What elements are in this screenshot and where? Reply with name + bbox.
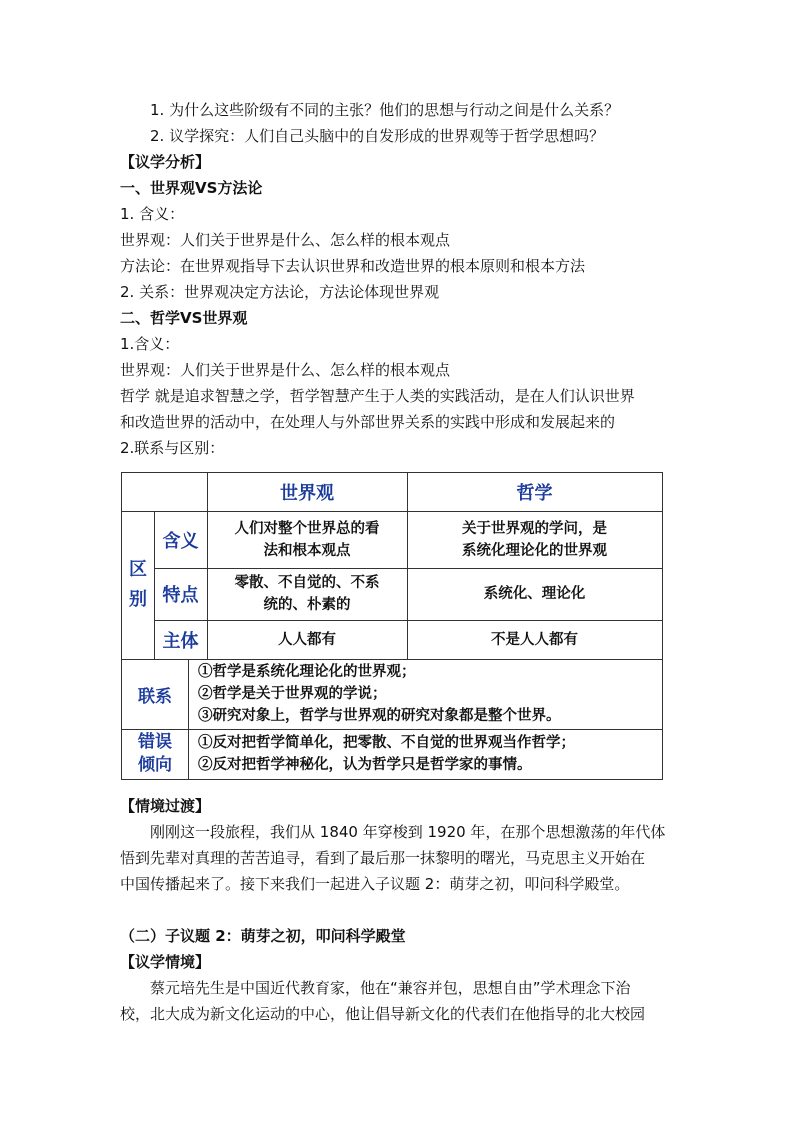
scene-heading: 【议学情境】 bbox=[120, 953, 211, 971]
row-label-features: 特点 bbox=[162, 585, 199, 606]
transition-line-3: 中国传播起来了。接下来我们一起进入子议题 2：萌芽之初，叩问科学殿堂。 bbox=[120, 875, 630, 893]
row-label-meaning: 含义 bbox=[162, 530, 199, 552]
part1-heading: 一、世界观VS方法论 bbox=[120, 179, 263, 197]
question-2: 2. 议学探究：人们自己头脑中的自发形成的世界观等于哲学思想吗？ bbox=[150, 127, 605, 145]
cell-subject-worldview: 人人都有 bbox=[278, 630, 336, 648]
error-tendency-label: 错误 倾向 bbox=[138, 732, 172, 775]
table-header-worldview: 世界观 bbox=[280, 483, 334, 504]
connection-items: ①哲学是系统化理论化的世界观； ②哲学是关于世界观的学说； ③研究对象上，哲学与世界观的研究对象都是整个世界。 bbox=[198, 663, 561, 724]
part1-worldview-definition: 世界观：人们关于世界是什么、怎么样的根本观点 bbox=[120, 231, 451, 249]
difference-label: 区 别 bbox=[129, 559, 147, 610]
cell-meaning-worldview: 人们对整个世界总的看 法和根本观点 bbox=[234, 519, 380, 559]
transition-heading: 【情境过渡】 bbox=[120, 797, 211, 815]
part2-worldview-definition: 世界观：人们关于世界是什么、怎么样的根本观点 bbox=[120, 361, 451, 379]
scene-line-1: 蔡元培先生是中国近代教育家，他在“兼容并包，思想自由”学术理念下治 bbox=[150, 979, 631, 997]
part1-meaning-label: 1. 含义： bbox=[120, 205, 185, 223]
part2-diff-label: 2.联系与区别： bbox=[120, 439, 225, 457]
part1-relation: 2. 关系：世界观决定方法论，方法论体现世界观 bbox=[120, 283, 440, 301]
comparison-table bbox=[121, 472, 663, 780]
subtopic2-heading: （二）子议题 2：萌芽之初，叩问科学殿堂 bbox=[120, 927, 406, 945]
row-label-subject: 主体 bbox=[162, 630, 199, 652]
transition-line-2: 悟到先辈对真理的苦苦追寻，看到了最后那一抹黎明的曙光，马克思主义开始在 bbox=[120, 849, 646, 867]
cell-subject-philosophy: 不是人人都有 bbox=[491, 630, 578, 648]
error-tendency-items: ①反对把哲学简单化，把零散、不自觉的世界观当作哲学； ②反对把哲学神秘化，认为哲学只是哲学家的事情。 bbox=[198, 734, 575, 773]
connection-label: 联系 bbox=[138, 686, 172, 707]
part1-methodology-definition: 方法论：在世界观指导下去认识世界和改造世界的根本原则和根本方法 bbox=[120, 257, 586, 275]
section-analysis-heading: 【议学分析】 bbox=[120, 153, 211, 171]
cell-features-worldview: 零散、不自觉的、不系 统的、朴素的 bbox=[234, 574, 380, 613]
cell-meaning-philosophy: 关于世界观的学问，是 系统化理论化的世界观 bbox=[462, 519, 607, 559]
question-1: 1. 为什么这些阶级有不同的主张？他们的思想与行动之间是什么关系？ bbox=[150, 101, 620, 119]
table-header-philosophy: 哲学 bbox=[516, 483, 553, 504]
part2-philosophy-definition-line1: 哲学 就是追求智慧之学，哲学智慧产生于人类的实践活动，是在人们认识世界 bbox=[120, 387, 635, 405]
part2-meaning-label: 1.含义： bbox=[120, 335, 180, 353]
scene-line-2: 校，北大成为新文化运动的中心，他让倡导新文化的代表们在他指导的北大校园 bbox=[120, 1005, 646, 1023]
cell-features-philosophy: 系统化、理论化 bbox=[483, 585, 586, 602]
part2-philosophy-definition-line2: 和改造世界的活动中，在处理人与外部世界关系的实践中形成和发展起来的 bbox=[120, 413, 616, 431]
transition-line-1: 刚刚这一段旅程，我们从 1840 年穿梭到 1920 年，在那个思想激荡的年代体 bbox=[150, 823, 666, 841]
part2-heading: 二、哲学VS世界观 bbox=[120, 309, 248, 327]
